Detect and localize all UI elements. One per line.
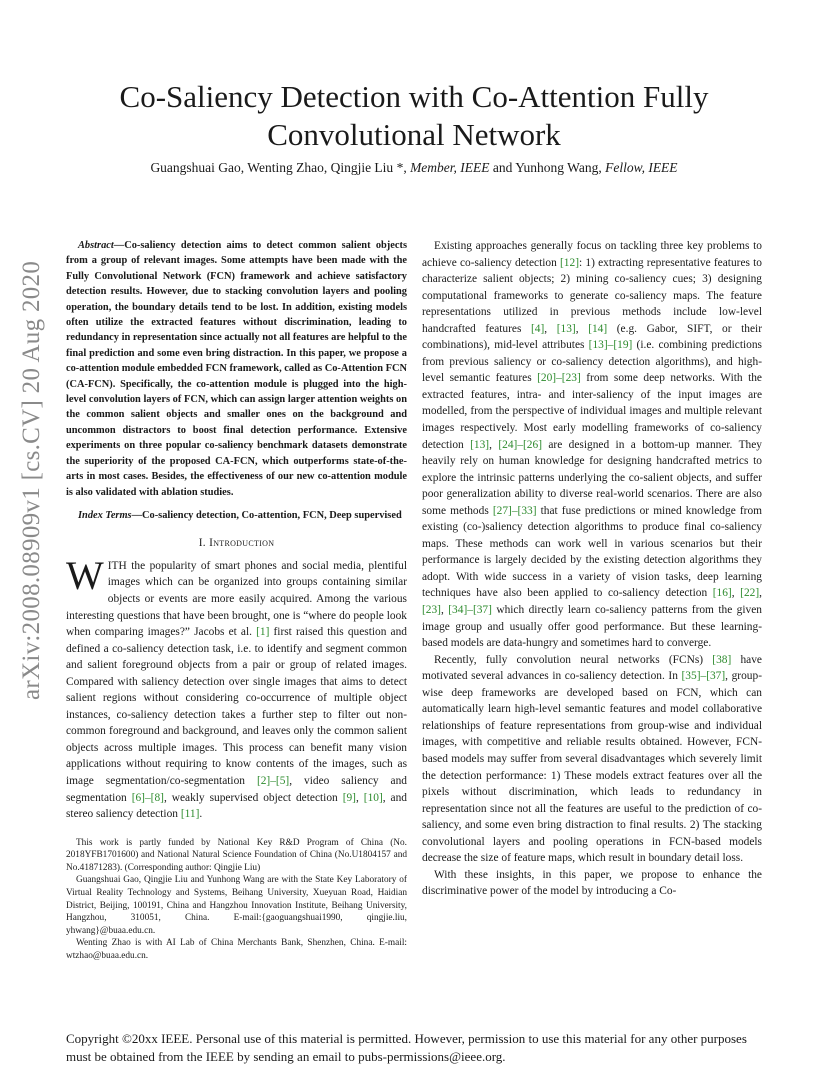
abstract-text: —Co-saliency detection aims to detect common salient objects from a group of relevant images. Some attempts have been made with the Fully Convolutional Network (FCN) framework and achieve satisfactory detection results. However, due to stacking convolution layers and pooling operation, the boundary details tend to be lost. In addition, existing models often utilize the extracted features without discrimination, leading to redundancy in representation since actually not all features are helpful to the final prediction and some even bring distraction. In this paper, we propose a co-attention module embedded FCN framework, called as Co-Attention FCN (CA-FCN). Specifically, the co-attention module is plugged into the high-level convolution layers of FCN, which can assign larger attention weights on the common salient objects and smaller ones on the background and uncommon distractors to boost final detection performance. Extensive experiments on three popular co-saliency benchmark datasets demonstrate the superiority of the proposed CA-FCN, which outperforms state-of-the-arts in most cases. Besides, the effectiveness of our new co-attention module is also validated with ablation studies. (66, 240, 407, 498)
footnote-zhao: Wenting Zhao is with AI Lab of China Merchants Bank, Shenzhen, China. E-mail: wtzhao@buaa.edu.cn. (66, 938, 407, 961)
citation-link[interactable]: [24]–[26] (498, 438, 542, 451)
footnote-funding: This work is partly funded by National Key R&D Program of China (No. 2018YFB1701600) and National Natural Science Foundation of China (No.U1804157 and No.41871283). (Corresponding author: Qingjie Liu) (66, 837, 407, 873)
body-text: are designed in a bottom-up manner. They heavily rely on human knowledge for designing handcrafted metrics to explore the intrinsic patterns underlying the co-salient objects, and suffer poor generalization ability to diverse real-world scenarios. There are also some methods (422, 438, 762, 517)
index-terms (66, 508, 407, 523)
intro-text: . (199, 808, 203, 821)
citation-link[interactable]: [27]–[33] (492, 504, 537, 517)
section-heading (66, 535, 407, 552)
body-text: : 1) extracting representative features to characterize salient objects; 2) mining co-saliency cues; 3) designing computational frameworks to generate co-saliency maps. The feature representations utilized in previous methods include low-level handcrafted features (422, 256, 763, 335)
author-fellow: Fellow, IEEE (605, 160, 678, 175)
right-column (422, 238, 762, 900)
index-terms-text: —Co-saliency detection, Co-attention, FCN, Deep supervised (131, 509, 402, 521)
body-text: that fuse predictions or mined knowledge from existing (co-)saliency detection algorithms to produce final co-saliency maps. These methods can work well in various scenarios but their performance is largely decided by the existing detection algorithms they adopt. With wide success in a variety of vision tasks, deep learning techniques have also been applied to co-saliency detection (422, 504, 762, 600)
body-text: , (544, 322, 557, 335)
citation-link[interactable]: [2]–[5] (256, 774, 290, 787)
citation-link[interactable]: [13]–[19] (588, 339, 633, 352)
body-text: Existing approaches generally focus on tackling three key problems to achieve co-saliency detection (422, 240, 762, 269)
arxiv-stamp: arXiv:2008.08909v1 [cs.CV] 20 Aug 2020 (18, 260, 45, 700)
citation-link[interactable]: [38] (712, 653, 732, 666)
citation-link[interactable]: [14] (588, 322, 608, 335)
copyright-notice: Copyright ©20xx IEEE. Personal use of this material is permitted. However, permission to use this material for any other purposes must be obtained from the IEEE by sending an email to pubs-permissions@ieee.org. (66, 1031, 747, 1064)
body-text: have motivated several advances in co-saliency detection. In (422, 653, 762, 683)
citation-link[interactable]: [10] (363, 791, 383, 804)
body-paragraph-2 (422, 652, 762, 867)
index-terms-label: Index Terms (78, 509, 132, 521)
paper-title (60, 78, 768, 154)
footnotes (66, 837, 407, 963)
author-star: *, (393, 160, 411, 175)
author-line (60, 160, 768, 176)
footnote-affiliation: Guangshuai Gao, Qingjie Liu and Yunhong Wang are with the State Key Laboratory of Virtual Reality Technology and Systems, Beihang University, Xueyuan Road, Haidian District, Beijing, 100191, China and Hangzhou Innovation Institute, Beihang University, Hangzhou, 310051, China. E-mail:{gaoguangshuai1990, qingjie.liu, yhwang}@buaa.edu.cn. (66, 875, 407, 936)
citation-link[interactable]: [22] (740, 587, 760, 600)
author-names: Guangshuai Gao, Wenting Zhao, Qingjie Liu (150, 160, 394, 175)
body-text: , (731, 587, 741, 600)
drop-cap: W (66, 552, 104, 598)
intro-text: ITH the popularity of smart phones and social media, plentiful images which can be organized into groups containing similar objects or events are more easily acquired. Among the various interesting questions that have been brought, one is “where do people look when comparing images?” Jacobs et al. (66, 559, 407, 639)
intro-text: first raised this question and defined a co-saliency detection task, i.e. to identify and segment common and salient foreground objects from a pair or group of related images. Compared with saliency detection over single images that aims to detect salient regions without considering co-occurrence of multiple object instances, co-saliency detection takes a further step to filter out non-common foreground and background, and leaves only the common salient objects across multiple images. This process can benefit many vision applications without requiring to know contents of the images, such as image segmentation/co-segmentation (66, 626, 407, 787)
body-text: (e.g. Gabor, SIFT, or their combinations), mid-level attributes (422, 322, 763, 352)
abstract-label: Abstract (78, 240, 114, 251)
body-text: from some deep networks. With the extracted features, intra- and inter-saliency of the input images are modelled, from the perspective of individual images and multiple relevant images respectively. Most early modelling frameworks of co-saliency detection (422, 372, 762, 451)
intro-text: , (355, 791, 364, 804)
citation-link[interactable]: [23] (422, 604, 441, 617)
body-text: , (575, 322, 589, 335)
citation-link[interactable]: [6]–[8] (131, 791, 164, 804)
citation-link[interactable]: [34]–[37] (448, 604, 492, 617)
body-text: , (440, 604, 449, 617)
citation-link[interactable]: [35]–[37] (681, 670, 726, 683)
citation-link[interactable]: [13] (556, 322, 576, 335)
author-and: and Yunhong Wang, (489, 160, 606, 175)
intro-text: , weakly supervised object detection (163, 791, 343, 804)
title-line-1: Co-Saliency Detection with Co-Attention Fully (119, 79, 709, 114)
section-title: Introduction (209, 537, 275, 550)
citation-link[interactable]: [9] (342, 791, 356, 804)
citation-link[interactable]: [1] (256, 626, 270, 639)
body-text: , (489, 438, 499, 451)
body-text: , (759, 587, 762, 600)
citation-link[interactable]: [4] (531, 322, 545, 335)
body-paragraph-3: With these insights, in this paper, we propose to enhance the discriminative power of the model by introducing a Co- (422, 868, 762, 898)
body-text: , group-wise deep frameworks are developed based on FCN, which can automatically learn high-level semantic features and model collaborative relationships of feature representations from group-wise and individual images, with competitive and reliable results obtained. However, FCN-based models may suffer from several disadvantages which severely limit the detection performance: 1) These models extract features over all the pixels without discrimination, which leads to redundancy in representation since not all the features are useful to the prediction of co-saliency, and some even bring distraction to final results. 2) The stacking convolutional layers and pooling operations in FCN-based models decrease the size of feature maps, which result in boundary detail loss. (422, 670, 762, 865)
abstract (66, 238, 407, 500)
section-number: I. (198, 537, 210, 550)
intro-text: , and stereo saliency detection (66, 791, 407, 821)
title-line-2: Convolutional Network (267, 117, 561, 152)
citation-link[interactable]: [16] (712, 587, 732, 600)
body-text: which directly learn co-saliency patterns from the given image group and usually offer good performance. But these learning-based models are data-hungry and sometimes hard to converge. (422, 604, 762, 650)
body-text: Recently, fully convolution neural networks (FCNs) (434, 653, 713, 666)
author-member: Member, IEEE (410, 160, 490, 175)
body-paragraph-1 (422, 238, 762, 652)
citation-link[interactable]: [20]–[23] (537, 372, 581, 385)
citation-link[interactable]: [12] (560, 256, 579, 269)
intro-paragraph (66, 552, 407, 823)
left-column (66, 238, 407, 963)
citation-link[interactable]: [13] (470, 438, 490, 451)
body-text: (i.e. combining predictions from previous saliency or co-saliency detection algorithms), and high-level semantic features (422, 339, 762, 385)
intro-text: , video saliency and segmentation (66, 774, 407, 804)
citation-link[interactable]: [11] (180, 808, 200, 821)
